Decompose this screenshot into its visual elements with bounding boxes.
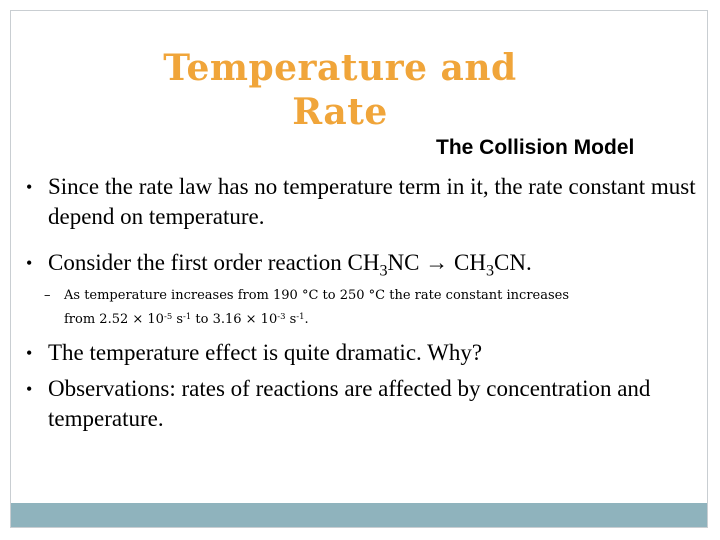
slide-title bbox=[140, 46, 540, 134]
bullet-text-2 bbox=[26, 248, 706, 287]
text-fragment: to 3.16 × 10 bbox=[191, 312, 278, 328]
reaction-mid: NC → CH bbox=[387, 250, 486, 275]
text-fragment: s bbox=[172, 312, 184, 328]
sub-bullet-item bbox=[44, 286, 694, 330]
sub-bullet-text bbox=[44, 286, 694, 330]
bullet-dot: • bbox=[26, 379, 33, 399]
reaction-prefix: Consider the first order reaction CH bbox=[48, 250, 380, 275]
text-fragment: s bbox=[285, 312, 297, 328]
bullet-item-1 bbox=[26, 172, 706, 232]
footer-bar bbox=[11, 503, 707, 527]
sub-bullet-line-1: As temperature increases from 190 °C to 250 °C the rate constant increases bbox=[64, 288, 570, 303]
text-fragment: from 2.52 × 10 bbox=[64, 312, 164, 328]
subscript: 3 bbox=[379, 262, 388, 280]
bullet-item-4 bbox=[26, 374, 706, 434]
sub-bullet-dash: – bbox=[44, 288, 51, 303]
bullet-text-1: Since the rate law has no temperature term in it, the rate constant must depend on temperature. bbox=[48, 174, 696, 229]
bullet-text-4: Observations: rates of reactions are affected by concentration and temperature. bbox=[48, 376, 651, 431]
bullet-dot: • bbox=[26, 177, 33, 197]
subscript: 3 bbox=[485, 262, 494, 280]
reaction-suffix: CN. bbox=[494, 250, 532, 275]
text-fragment: . bbox=[304, 312, 309, 328]
superscript: -3 bbox=[277, 311, 286, 321]
title-line-1: Temperature and bbox=[163, 47, 517, 89]
slide-subtitle: The Collision Model bbox=[436, 136, 635, 159]
sub-bullet-line-2 bbox=[64, 312, 309, 327]
bullet-dot: • bbox=[26, 253, 33, 273]
bullet-item-3 bbox=[26, 338, 706, 368]
bullet-item-2 bbox=[26, 248, 706, 287]
bullet-dot: • bbox=[26, 343, 33, 363]
superscript: -5 bbox=[163, 311, 173, 321]
superscript: -1 bbox=[296, 311, 305, 321]
bullet-text-3: The temperature effect is quite dramatic. Why? bbox=[48, 340, 483, 365]
title-line-2: Rate bbox=[292, 91, 388, 133]
superscript: -1 bbox=[183, 311, 192, 321]
